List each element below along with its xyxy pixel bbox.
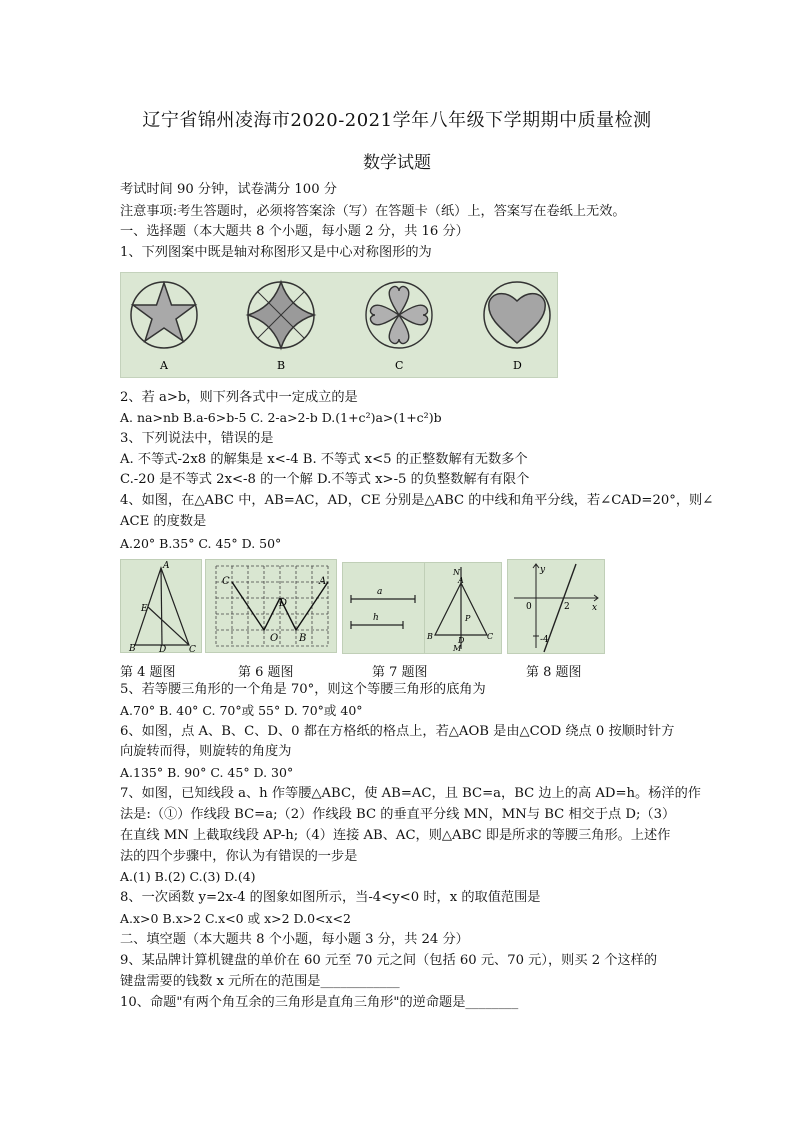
fig7b-label-c: C	[487, 632, 494, 641]
q2-options: A. na>nb B.a-6>b-5 C. 2-a>2-b D.(1+c²)a>(1+c²)b	[120, 410, 442, 425]
caption-fig6: 第 6 题图	[238, 665, 294, 680]
fig4-label-b: B	[129, 644, 136, 652]
fig7b-label-d: D	[458, 636, 465, 645]
q6-stem-line2: 向旋转而得，则旋转的角度为	[120, 744, 292, 759]
q1-figure	[120, 272, 558, 378]
fig4-label-d: D	[159, 645, 167, 652]
fig6-label-a: A	[319, 576, 327, 587]
fig-label-a: A	[160, 359, 168, 372]
q9-line2: 键盘需要的钱数 x 元所在的范围是____________	[120, 974, 400, 989]
fig6-label-d: D	[279, 598, 288, 609]
fig7b-label-m: M	[453, 644, 462, 653]
figure-q8	[507, 559, 605, 654]
q4-options: A.20° B.35° C. 45° D. 50°	[120, 536, 282, 551]
fig7b-label-p: P	[465, 614, 471, 623]
fig7-label-h: h	[373, 613, 379, 623]
q7-line4: 法的四个步骤中，你认为有错误的一步是	[120, 849, 358, 864]
exam-subtitle: 数学试题	[363, 153, 431, 173]
fig7-label-a: a	[377, 587, 383, 597]
q7-line1: 7、如图，已知线段 a、h 作等腰△ABC，使 AB=AC，且 BC=a，BC 边上的高 AD=h。杨洋的作	[120, 786, 701, 801]
q10-line1: 10、命题"有两个角互余的三角形是直角三角形"的逆命题是________	[120, 995, 519, 1010]
figure-q7-segments	[342, 562, 426, 654]
q4-stem-line2: ACE 的度数是	[120, 514, 207, 529]
section2-heading: 二、填空题（本大题共 8 个小题，每小题 3 分，共 24 分）	[120, 932, 469, 947]
q7-line2: 法是:（①）作线段 BC=a;（2）作线段 BC 的垂直平分线 MN，MN与 BC 相交于点 D;（3）	[120, 807, 676, 822]
fig8-label-2: 2	[564, 602, 570, 612]
fig-label-c: C	[395, 359, 404, 372]
q1-stem: 1、下列图案中既是轴对称图形又是中心对称图形的为	[120, 245, 432, 260]
q3-stem: 3、下列说法中，错误的是	[120, 431, 274, 446]
fig6-label-o: O	[270, 633, 279, 644]
fig4-label-c: C	[189, 645, 196, 652]
figure-b-pinwheel	[248, 282, 314, 348]
fig6-label-b: B	[299, 633, 307, 644]
fig4-label-e: E	[141, 604, 148, 614]
q6-stem-line1: 6、如图，点 A、B、C、D、0 都在方格纸的格点上，若△AOB 是由△COD 绕点 0 按顺时针方	[120, 724, 675, 739]
fig6-label-c: C	[222, 576, 230, 587]
q7-line3: 在直线 MN 上截取线段 AP-h;（4）连接 AB、AC，则△ABC 即是所求的等腰三角形。上述作	[120, 828, 671, 843]
fig7b-label-n: N	[453, 568, 460, 577]
q3-options-ab: A. 不等式-2x8 的解集是 x<-4 B. 不等式 x<5 的正整数解有无数多个	[120, 452, 528, 467]
q9-line1: 9、某品牌计算机键盘的单价在 60 元至 70 元之间（包括 60 元、70 元），则买 2 个这样的	[120, 953, 658, 968]
caption-fig4: 第 4 题图	[120, 665, 176, 680]
fig-label-d: D	[513, 359, 522, 372]
fig8-label-origin: 0	[526, 602, 532, 612]
q2-stem: 2、若 a>b，则下列各式中一定成立的是	[120, 390, 358, 405]
fig4-label-a: A	[163, 561, 170, 571]
q6-options: A.135° B. 90° C. 45° D. 30°	[120, 765, 294, 780]
fig7b-label-a: A	[458, 576, 464, 585]
q5-options: A.70° B. 40° C. 70°或 55° D. 70°或 40°	[120, 703, 363, 718]
figure-c-clover	[366, 282, 432, 348]
fig8-label-x: x	[592, 603, 598, 613]
q3-options-cd: C.-20 是不等式 2x<-8 的一个解 D.不等式 x>-5 的负整数解有有限个	[120, 472, 530, 487]
q5-stem: 5、若等腰三角形的一个角是 70°，则这个等腰三角形的底角为	[120, 682, 486, 697]
section1-heading: 一、选择题（本大题共 8 个小题，每小题 2 分，共 16 分）	[120, 224, 469, 239]
fig8-label-neg4: -4	[540, 635, 549, 645]
caption-fig8: 第 8 题图	[526, 665, 582, 680]
figure-a-star	[131, 282, 197, 348]
fig-label-b: B	[277, 359, 286, 372]
figure-q7-triangle	[424, 562, 502, 654]
fig7b-label-b: B	[427, 632, 433, 641]
figure-q4	[120, 559, 202, 653]
q4-stem-line1: 4、如图，在△ABC 中，AB=AC，AD，CE 分别是△ABC 的中线和角平分线，若∠CAD=20°，则∠	[120, 493, 714, 508]
exam-title: 辽宁省锦州凌海市2020-2021学年八年级下学期期中质量检测	[142, 110, 652, 131]
exam-time: 考试时间 90 分钟，试卷满分 100 分	[120, 182, 337, 197]
figure-d-heart	[484, 282, 550, 348]
figure-q6	[205, 559, 337, 653]
fig8-label-y: y	[540, 565, 546, 575]
q8-options: A.x>0 B.x>2 C.x<0 或 x>2 D.0<x<2	[120, 911, 351, 926]
caption-fig7: 第 7 题图	[372, 665, 428, 680]
q7-options: A.(1) B.(2) C.(3) D.(4)	[120, 869, 256, 884]
exam-note: 注意事项:考生答题时，必须将答案涂（写）在答题卡（纸）上，答案写在卷纸上无效。	[120, 204, 626, 219]
q8-stem: 8、一次函数 y=2x-4 的图象如图所示，当-4<y<0 时，x 的取值范围是	[120, 890, 541, 905]
